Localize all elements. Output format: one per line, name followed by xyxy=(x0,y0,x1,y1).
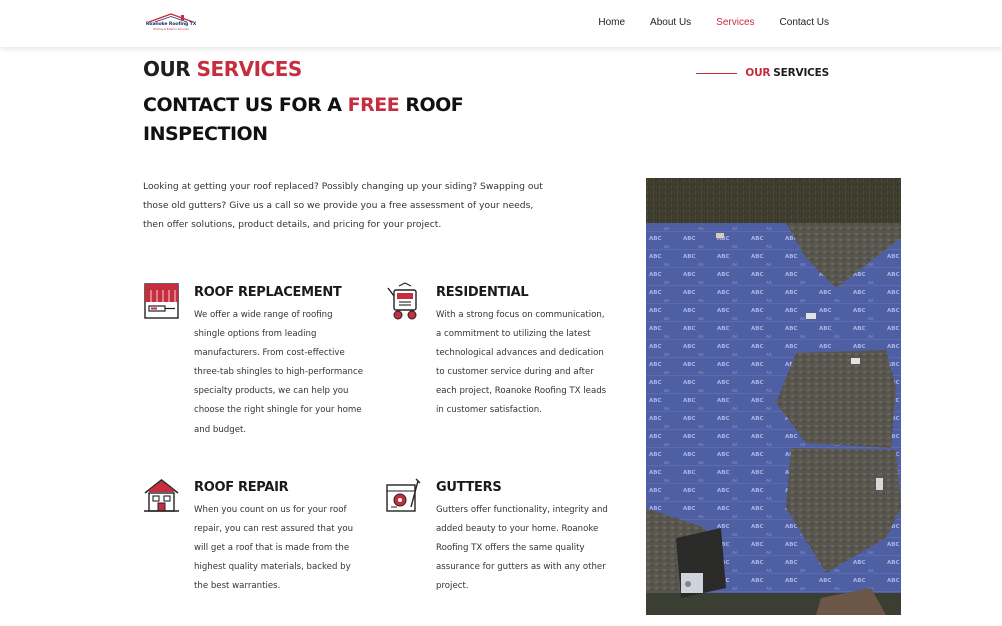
service-title: ROOF REPAIR xyxy=(194,480,289,495)
service-description: With a strong focus on communication, a commitment to utilizing the latest technological advances and dedication to customer service during and after each project, Roanoke Roofing TX leads in customer satisfaction. xyxy=(436,310,607,416)
nav-services[interactable]: Services xyxy=(716,17,755,28)
gutters-blueprint-icon xyxy=(385,477,422,517)
service-description: When you count on us for your roof repair, you can rest assured that you will get a roof that is made from the highest quality materials, backed by the best warranties. xyxy=(194,505,354,592)
logo-tagline: Roofing & Exterior Services xyxy=(153,28,189,31)
service-title: GUTTERS xyxy=(436,480,502,495)
contact-heading-post: ROOF INSPECTION xyxy=(143,94,464,145)
roof-repair-house-icon xyxy=(143,477,180,517)
roof-replacement-icon xyxy=(143,282,180,322)
nav-home[interactable]: Home xyxy=(598,17,626,28)
service-title: ROOF REPLACEMENT xyxy=(194,285,342,300)
contact-heading-free: FREE xyxy=(347,94,400,116)
service-title: RESIDENTIAL xyxy=(436,285,529,300)
site-logo[interactable] xyxy=(143,13,199,33)
section-title-services: SERVICES xyxy=(196,57,302,81)
nav-about-us[interactable]: About Us xyxy=(650,17,692,28)
section-title-our: OUR xyxy=(143,57,191,81)
roof-photo-image xyxy=(646,178,901,615)
service-description: We offer a wide range of roofing shingle options from leading manufacturers. From cost-effective three-tab shingles to high-performance specialty products, we can help you choose the right shingle for your home and budget. xyxy=(194,310,363,435)
residential-cart-icon xyxy=(385,282,422,322)
side-tag-our: OUR xyxy=(745,67,771,79)
service-description: Gutters offer functionality, integrity and added beauty to your home. Roanoke Roofing TX offers the same quality assurance for gutters as with any other project. xyxy=(436,505,608,592)
main-nav xyxy=(598,17,829,28)
logo-text: Roanoke Roofing TX xyxy=(145,22,197,27)
side-section-tag xyxy=(696,67,829,79)
contact-heading-pre: CONTACT US FOR A xyxy=(143,94,342,116)
intro-paragraph: Looking at getting your roof replaced? Possibly changing up your siding? Swapping out those old gutters? Give us a call so we provide you a free assessment of your needs, then offer solutions, product details, and pricing for your project. xyxy=(143,181,543,230)
tag-divider-line xyxy=(696,73,737,74)
nav-contact-us[interactable]: Contact Us xyxy=(779,17,829,28)
roof-underlayment-photo xyxy=(646,178,901,615)
contact-heading xyxy=(143,91,493,149)
side-tag-services: SERVICES xyxy=(773,67,829,79)
section-title xyxy=(143,57,302,81)
site-header xyxy=(0,0,1002,47)
